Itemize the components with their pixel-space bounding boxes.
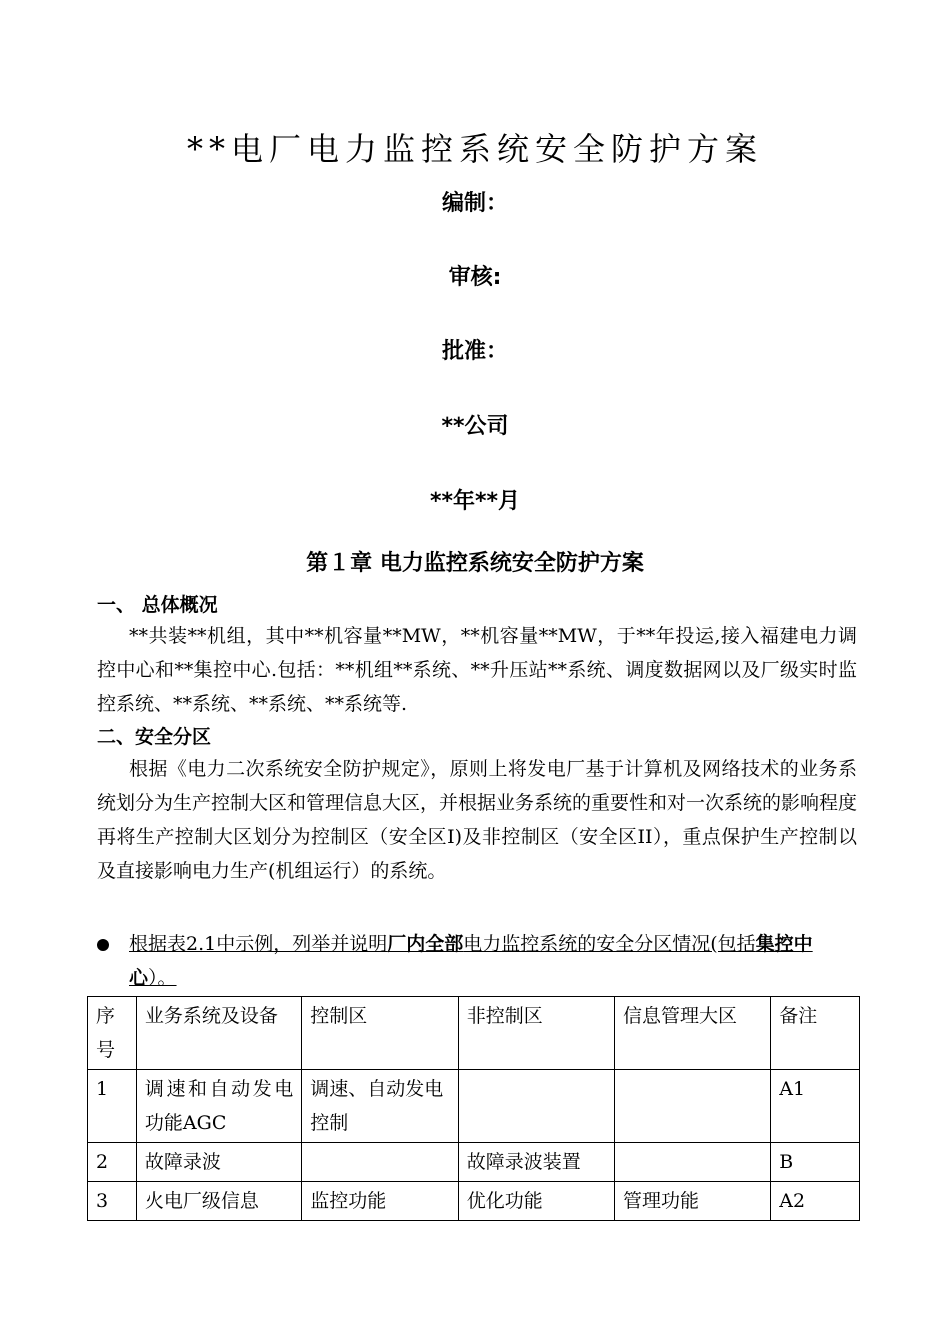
table-cell: 调速、自动发电控制 <box>302 1070 458 1143</box>
approved-by-line: 批准： <box>441 339 508 364</box>
security-zone-table <box>87 996 860 1221</box>
overview-paragraph: **共装**机组，其中**机容量**MW，**机容量**MW，于**年投运,接入福建电力调控中心和**集控中心.包括：**机组**系统、**升压站**系统、调度数据网以及厂级实时监控系统、**系统、**系统、**系统等. <box>97 625 857 715</box>
company-line: **公司 <box>441 414 509 439</box>
table-cell: 管理功能 <box>614 1182 770 1221</box>
table-row <box>88 1182 860 1221</box>
zoning-paragraph: 根据《电力二次系统安全防护规定》，原则上将发电厂基于计算机及网络技术的业务系统划分为生产控制大区和管理信息大区，并根据业务系统的重要性和对一次系统的影响程度再将生产控制大区划分为控制区（安全区I)及非控制区（安全区II），重点保护生产控制以及直接影响电力生产(机组运行）的系统。 <box>97 758 858 882</box>
table-cell <box>302 1143 458 1182</box>
table-row <box>88 1070 860 1143</box>
chapter-title: 第１章 电力监控系统安全防护方案 <box>306 551 644 576</box>
table-cell: 优化功能 <box>458 1182 614 1221</box>
table-cell: 监控功能 <box>302 1182 458 1221</box>
header-cell-remarks: 备注 <box>771 997 860 1070</box>
bullet-text-bold2: 集控中心 <box>129 933 813 989</box>
table-cell: 3 <box>88 1182 137 1221</box>
table-row <box>88 1143 860 1182</box>
header-cell-system: 业务系统及设备 <box>136 997 301 1070</box>
zoning-heading: 二、安全分区 <box>97 726 212 748</box>
header-cell-mis-zone: 信息管理大区 <box>614 997 770 1070</box>
bullet-icon <box>97 939 109 951</box>
header-cell-noncontrol-zone: 非控制区 <box>458 997 614 1070</box>
date-line: **年**月 <box>429 489 521 514</box>
bullet-item <box>97 927 857 995</box>
header-cell-control-zone: 控制区 <box>302 997 458 1070</box>
reviewed-by-line: 审核: <box>448 265 502 290</box>
table-header-row <box>88 997 860 1070</box>
table-cell: 2 <box>88 1143 137 1182</box>
table-cell: 故障录波 <box>136 1143 301 1182</box>
header-cell-index: 序号 <box>88 997 137 1070</box>
bullet-text-bold1: 厂内全部 <box>387 933 464 955</box>
table-cell: 故障录波装置 <box>458 1143 614 1182</box>
bullet-text-part1: 根据表2.1中示例，列举并说明 <box>129 933 388 955</box>
table-cell: B <box>771 1143 860 1182</box>
table-cell: A1 <box>771 1070 860 1143</box>
overview-heading: 一、 总体概况 <box>97 594 218 616</box>
table-cell <box>458 1070 614 1143</box>
table-cell: A2 <box>771 1182 860 1221</box>
table-cell: 1 <box>88 1070 137 1143</box>
bullet-text-part2: 电力监控系统的安全分区情况(包括 <box>463 933 756 955</box>
document-title: **电厂电力监控系统安全防护方案 <box>186 130 763 168</box>
compiled-by-line: 编制： <box>441 191 508 216</box>
table-cell <box>614 1070 770 1143</box>
bullet-text <box>129 927 857 995</box>
table-cell: 调速和自动发电功能AGC <box>136 1070 301 1143</box>
table-cell: 火电厂级信息 <box>136 1182 301 1221</box>
table-cell <box>614 1143 770 1182</box>
bullet-text-part3: ）。 <box>148 967 177 989</box>
